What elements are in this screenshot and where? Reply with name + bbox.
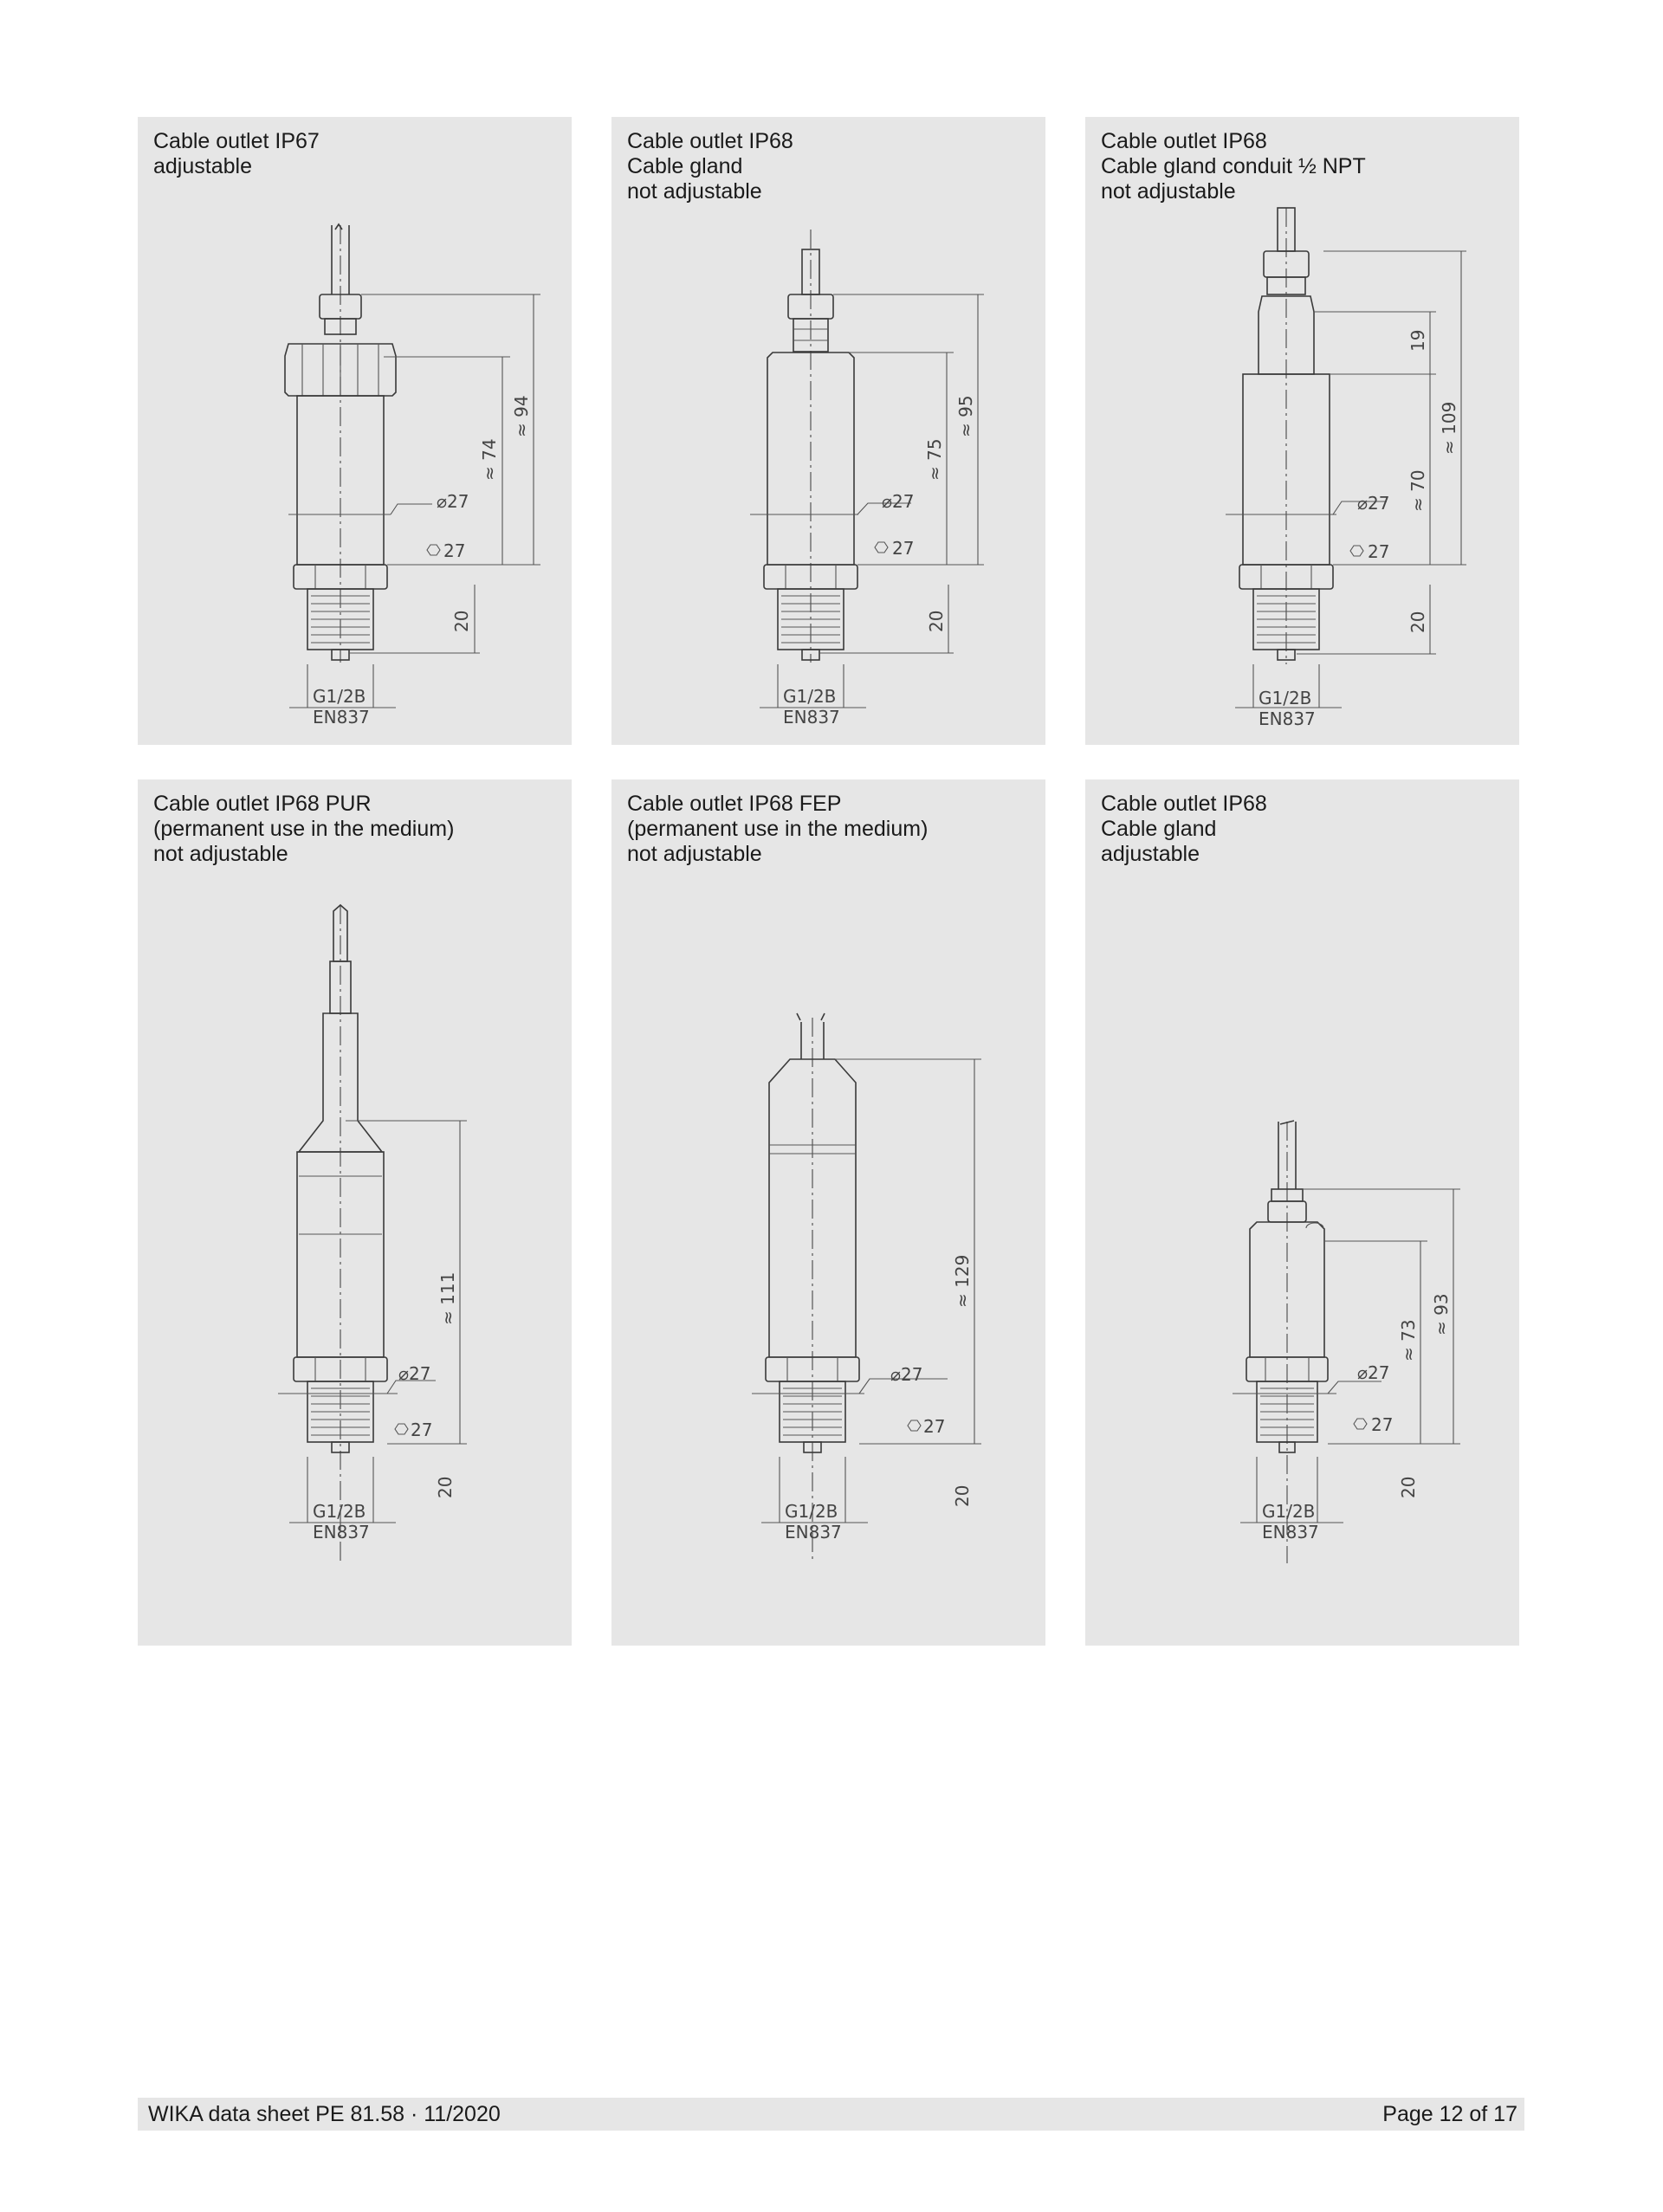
hex-label: 27 (923, 1416, 946, 1437)
thread-standard-label: EN837 (313, 1522, 370, 1543)
dimension-drawing (611, 779, 1045, 1646)
title-line: Cable outlet IP68 (1101, 792, 1267, 816)
total-length-label: ≈ 109 (1439, 401, 1459, 455)
drawing-panel-ip68-gland (611, 117, 1045, 745)
title-line: not adjustable (153, 842, 288, 866)
thread-length-label: 20 (952, 1484, 973, 1507)
total-length-label: ≈ 111 (437, 1271, 458, 1325)
title-line: not adjustable (627, 842, 762, 866)
diameter-label: ⌀27 (1357, 1362, 1390, 1383)
total-length-label: ≈ 95 (955, 395, 976, 437)
body-length-label: ≈ 75 (924, 438, 945, 481)
thread-standard-label: EN837 (783, 707, 840, 728)
thread-spec-label: G1/2B (783, 686, 837, 707)
top-length-label: 19 (1407, 329, 1428, 352)
diameter-label: ⌀27 (890, 1364, 923, 1385)
body-length-label: ≈ 74 (479, 438, 500, 481)
body-length-label: ≈ 70 (1407, 469, 1428, 512)
hex-label: 27 (1371, 1414, 1394, 1435)
total-length-label: ≈ 94 (511, 395, 532, 437)
hex-label: 27 (1368, 541, 1390, 562)
diameter-label: ⌀27 (1357, 493, 1390, 514)
hex-label: 27 (411, 1420, 433, 1440)
dimension-drawing (611, 117, 1045, 745)
hex-label: 27 (443, 540, 466, 561)
dimension-drawing (1085, 117, 1519, 745)
title-line: Cable gland (1101, 817, 1217, 841)
thread-spec-label: G1/2B (785, 1501, 838, 1522)
total-length-label: ≈ 129 (952, 1254, 973, 1308)
thread-length-label: 20 (435, 1476, 456, 1498)
dimension-drawing (1085, 779, 1519, 1646)
title-line: Cable outlet IP68 (627, 129, 793, 153)
drawing-panel-ip68-pur (138, 779, 572, 1646)
title-line: Cable outlet IP68 (1101, 129, 1267, 153)
title-line: (permanent use in the medium) (627, 817, 929, 841)
diameter-label: ⌀27 (398, 1363, 431, 1384)
title-line: Cable outlet IP68 PUR (153, 792, 372, 816)
thread-spec-label: G1/2B (1259, 688, 1312, 708)
thread-standard-label: EN837 (1262, 1522, 1319, 1543)
title-line: adjustable (1101, 842, 1200, 866)
thread-spec-label: G1/2B (313, 1501, 366, 1522)
title-line: Cable outlet IP67 (153, 129, 320, 153)
diameter-label: ⌀27 (437, 491, 469, 512)
thread-spec-label: G1/2B (1262, 1501, 1316, 1522)
dimension-drawing (138, 779, 572, 1646)
thread-length-label: 20 (1407, 611, 1428, 633)
title-line: Cable gland (627, 154, 743, 178)
page-footer (138, 2098, 1524, 2131)
body-length-label: ≈ 73 (1398, 1319, 1419, 1361)
hex-label: 27 (892, 538, 915, 559)
thread-spec-label: G1/2B (313, 686, 366, 707)
thread-length-label: 20 (926, 610, 947, 632)
drawing-panel-ip68-gland-adjustable (1085, 779, 1519, 1646)
title-line: not adjustable (627, 179, 762, 204)
title-line: adjustable (153, 154, 252, 178)
title-line: (permanent use in the medium) (153, 817, 455, 841)
title-line: not adjustable (1101, 179, 1236, 204)
dimension-drawing (138, 117, 572, 745)
title-line: Cable gland conduit ½ NPT (1101, 154, 1366, 178)
thread-length-label: 20 (1398, 1476, 1419, 1498)
thread-standard-label: EN837 (313, 707, 370, 728)
thread-standard-label: EN837 (1259, 708, 1316, 729)
thread-length-label: 20 (451, 610, 472, 632)
page-number: Page 12 of 17 (1382, 2102, 1517, 2126)
drawing-panel-ip68-fep (611, 779, 1045, 1646)
title-line: Cable outlet IP68 FEP (627, 792, 842, 816)
drawing-panel-ip68-conduit (1085, 117, 1519, 745)
total-length-label: ≈ 93 (1431, 1293, 1452, 1336)
datasheet-reference: WIKA data sheet PE 81.58 · 11/2020 (148, 2102, 501, 2126)
diameter-label: ⌀27 (882, 491, 915, 512)
thread-standard-label: EN837 (785, 1522, 842, 1543)
drawing-panel-ip67-adjustable (138, 117, 572, 745)
